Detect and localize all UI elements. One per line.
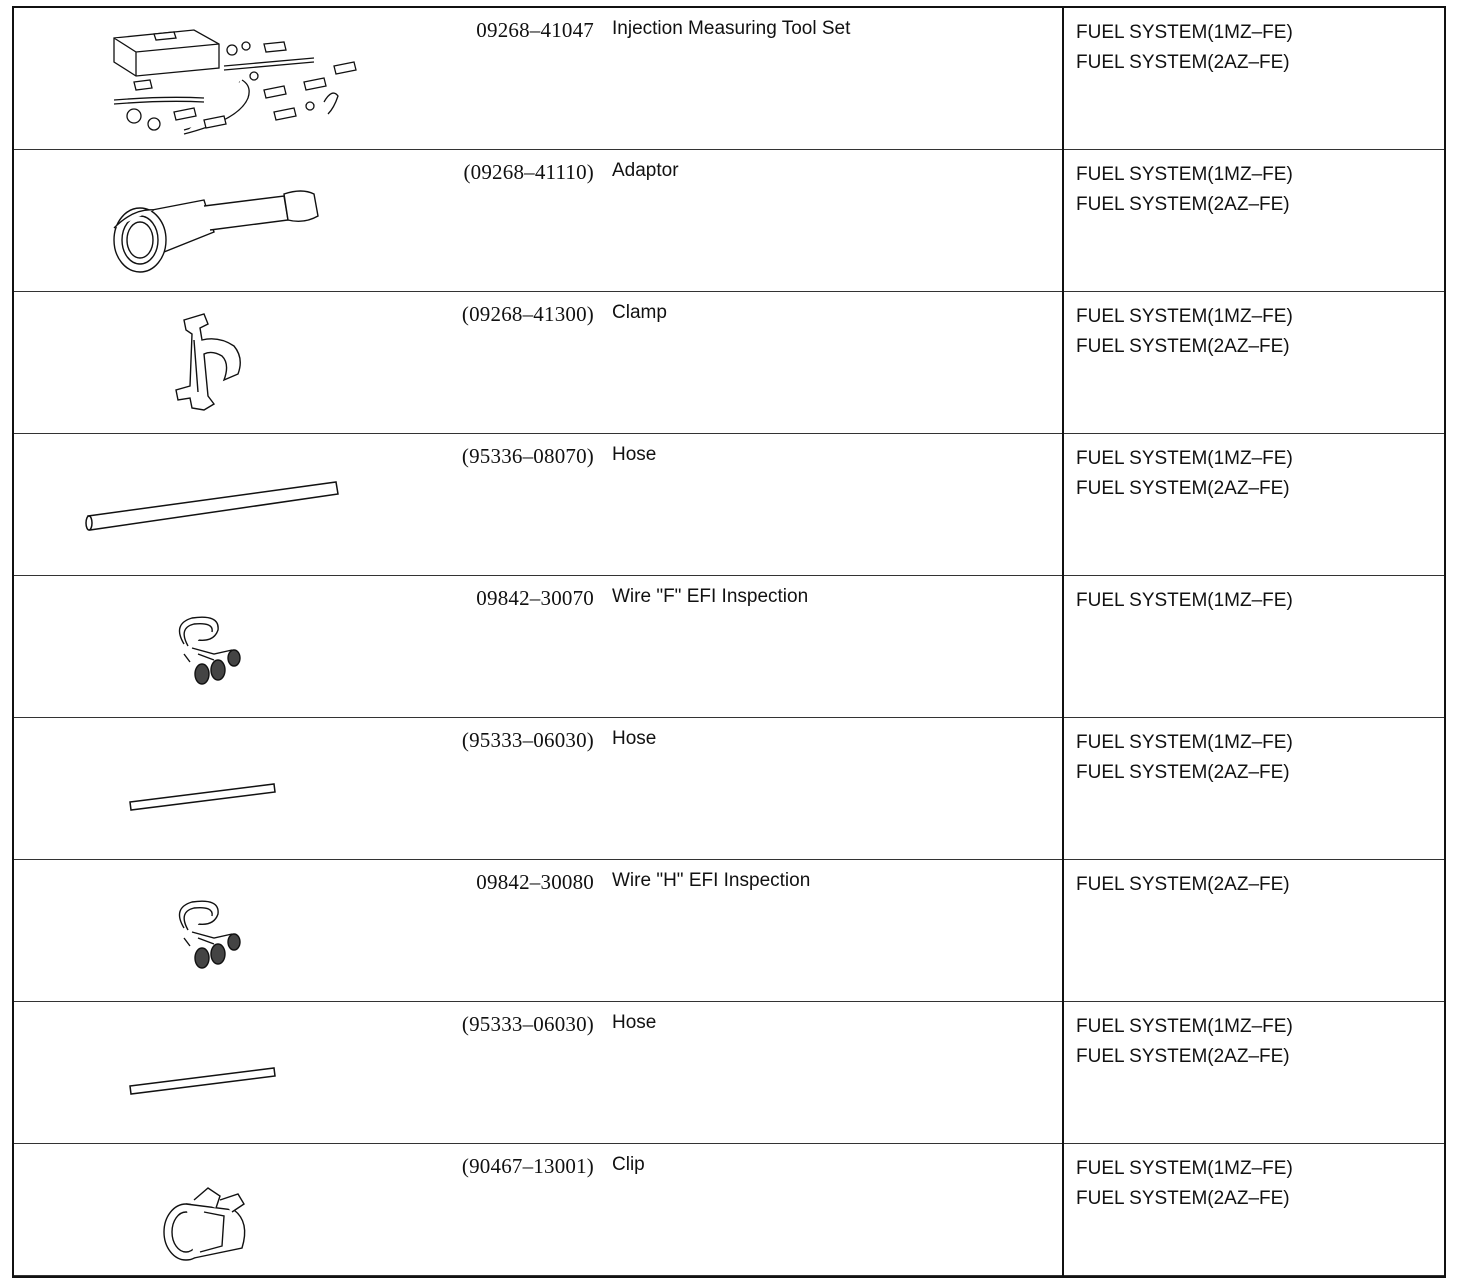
part-name: Wire "H" EFI Inspection (612, 870, 811, 891)
part-name: Hose (612, 728, 657, 749)
part-name: Clip (612, 1154, 645, 1175)
part-number: (09268–41110) (463, 160, 594, 184)
part-number: (95336–08070) (461, 444, 594, 468)
usage-item: FUEL SYSTEM(2AZ–FE) (1076, 1188, 1290, 1209)
part-name: Clamp (612, 302, 667, 323)
usage-item: FUEL SYSTEM(2AZ–FE) (1076, 478, 1290, 499)
hose-icon (74, 442, 394, 568)
tool-set-icon (74, 16, 394, 142)
usage-list (1076, 1154, 1436, 1214)
usage-item: FUEL SYSTEM(2AZ–FE) (1076, 52, 1290, 73)
usage-list (1076, 728, 1436, 788)
usage-item: FUEL SYSTEM(1MZ–FE) (1076, 1158, 1293, 1179)
table-row (14, 8, 1444, 150)
table-row (14, 576, 1444, 718)
usage-item: FUEL SYSTEM(2AZ–FE) (1076, 874, 1290, 895)
usage-list (1076, 444, 1436, 504)
usage-list (1076, 18, 1436, 78)
usage-item: FUEL SYSTEM(2AZ–FE) (1076, 336, 1290, 357)
part-name: Hose (612, 444, 657, 465)
usage-item: FUEL SYSTEM(1MZ–FE) (1076, 306, 1293, 327)
part-number: 09842–30070 (476, 586, 594, 610)
usage-item: FUEL SYSTEM(1MZ–FE) (1076, 448, 1293, 469)
usage-list (1076, 1012, 1436, 1072)
part-name: Adaptor (612, 160, 679, 181)
usage-item: FUEL SYSTEM(1MZ–FE) (1076, 590, 1293, 611)
usage-item: FUEL SYSTEM(2AZ–FE) (1076, 194, 1290, 215)
part-name: Injection Measuring Tool Set (612, 18, 851, 39)
usage-item: FUEL SYSTEM(2AZ–FE) (1076, 762, 1290, 783)
usage-item: FUEL SYSTEM(1MZ–FE) (1076, 22, 1293, 43)
adaptor-icon (74, 158, 394, 284)
usage-list (1076, 870, 1436, 900)
part-number: (95333–06030) (461, 1012, 594, 1036)
clip-icon (74, 1152, 394, 1278)
hose-icon (74, 1010, 394, 1136)
part-name: Hose (612, 1012, 657, 1033)
special-service-tools-table (12, 6, 1446, 1278)
part-number: (90467–13001) (461, 1154, 594, 1178)
wire-icon (74, 868, 394, 994)
table-row (14, 1002, 1444, 1144)
part-number: 09268–41047 (476, 18, 594, 42)
part-name: Wire "F" EFI Inspection (612, 586, 809, 607)
usage-item: FUEL SYSTEM(1MZ–FE) (1076, 732, 1293, 753)
clamp-icon (74, 300, 394, 426)
hose-icon (74, 726, 394, 852)
table-row (14, 292, 1444, 434)
column-divider (1062, 8, 1064, 1276)
table-row (14, 434, 1444, 576)
wire-icon (74, 584, 394, 710)
usage-list (1076, 160, 1436, 220)
table-row (14, 718, 1444, 860)
table-row (14, 150, 1444, 292)
table-row (14, 860, 1444, 1002)
part-number: (09268–41300) (461, 302, 594, 326)
usage-item: FUEL SYSTEM(1MZ–FE) (1076, 164, 1293, 185)
part-number: 09842–30080 (476, 870, 594, 894)
usage-item: FUEL SYSTEM(1MZ–FE) (1076, 1016, 1293, 1037)
table-row (14, 1144, 1444, 1276)
usage-list (1076, 302, 1436, 362)
usage-item: FUEL SYSTEM(2AZ–FE) (1076, 1046, 1290, 1067)
usage-list (1076, 586, 1436, 616)
part-number: (95333–06030) (461, 728, 594, 752)
